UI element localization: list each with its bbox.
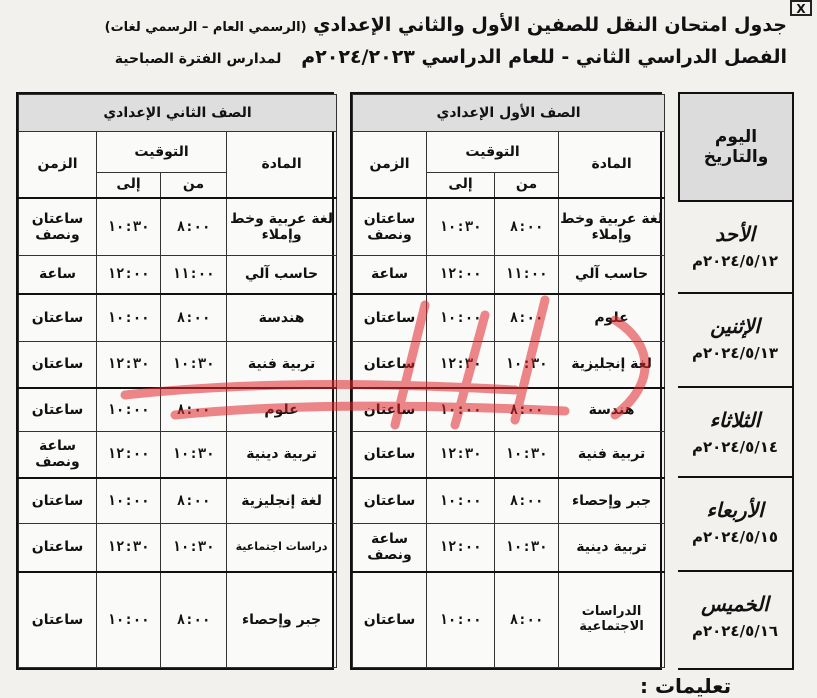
day-name: الإثنين bbox=[710, 314, 760, 338]
to-cell: ١٠:٠٠ bbox=[97, 572, 161, 668]
from-cell: ٨:٠٠ bbox=[495, 294, 559, 342]
from-cell: ٨:٠٠ bbox=[495, 572, 559, 668]
col-timing: التوقيت bbox=[97, 132, 227, 173]
table-row bbox=[19, 432, 337, 478]
to-cell: ١٠:٠٠ bbox=[97, 388, 161, 432]
page-header bbox=[0, 0, 817, 90]
day-cell bbox=[678, 386, 794, 478]
col-subject: المادة bbox=[559, 132, 665, 198]
to-cell: ١٢:٣٠ bbox=[97, 524, 161, 572]
day-cell bbox=[678, 476, 794, 572]
duration-cell: ساعتان bbox=[19, 478, 97, 524]
duration-cell: ساعتان bbox=[19, 572, 97, 668]
table-row bbox=[19, 256, 337, 294]
to-cell: ١٠:٠٠ bbox=[427, 478, 495, 524]
duration-cell: ساعة ونصف bbox=[19, 432, 97, 478]
from-cell: ١١:٠٠ bbox=[161, 256, 227, 294]
day-column bbox=[678, 92, 794, 670]
grade2-table bbox=[16, 92, 334, 670]
col-from: من bbox=[161, 172, 227, 198]
to-cell: ١٢:٠٠ bbox=[427, 524, 495, 572]
title-text: جدول امتحان النقل للصفين الأول والثاني الإعدادي bbox=[313, 14, 787, 36]
day-date: ٢٠٢٤/٥/١٢م bbox=[691, 252, 779, 270]
duration-cell: ساعتان bbox=[353, 342, 427, 388]
subject-cell: حاسب آلي bbox=[227, 256, 337, 294]
day-name: الأحد bbox=[715, 222, 755, 246]
subtitle-note: لمدارس الفترة الصباحية bbox=[114, 51, 282, 67]
day-date: ٢٠٢٤/٥/١٣م bbox=[691, 344, 779, 362]
to-cell: ١٢:٠٠ bbox=[97, 256, 161, 294]
subject-cell: هندسة bbox=[559, 388, 665, 432]
duration-cell: ساعتان bbox=[19, 294, 97, 342]
from-cell: ٨:٠٠ bbox=[495, 478, 559, 524]
duration-cell: ساعتان bbox=[19, 388, 97, 432]
duration-cell: ساعتان bbox=[353, 478, 427, 524]
day-header-line1: اليوم bbox=[714, 127, 758, 147]
table-row bbox=[353, 388, 665, 432]
day-date: ٢٠٢٤/٥/١٥م bbox=[691, 528, 779, 546]
from-cell: ١٠:٣٠ bbox=[495, 524, 559, 572]
grade1-table bbox=[350, 92, 662, 670]
col-from: من bbox=[495, 172, 559, 198]
table-row bbox=[353, 294, 665, 342]
subject-cell: جبر وإحصاء bbox=[559, 478, 665, 524]
col-duration: الزمن bbox=[353, 132, 427, 198]
table-row bbox=[19, 294, 337, 342]
from-cell: ١٠:٣٠ bbox=[161, 432, 227, 478]
instructions-label: تعليمات : bbox=[640, 674, 732, 698]
close-icon[interactable]: X bbox=[790, 0, 812, 16]
table-row bbox=[19, 342, 337, 388]
duration-cell: ساعتان bbox=[19, 342, 97, 388]
subject-cell: دراسات اجتماعية bbox=[227, 524, 337, 572]
subject-cell: علوم bbox=[559, 294, 665, 342]
duration-cell: ساعتان bbox=[353, 572, 427, 668]
table-row bbox=[19, 572, 337, 668]
subject-cell: لغة عربية وخط وإملاء bbox=[559, 198, 665, 256]
subject-cell: جبر وإحصاء bbox=[227, 572, 337, 668]
to-cell: ١٢:٣٠ bbox=[427, 432, 495, 478]
subject-cell: تربية دينية bbox=[227, 432, 337, 478]
col-timing: التوقيت bbox=[427, 132, 559, 173]
subject-cell: تربية فنية bbox=[227, 342, 337, 388]
subject-cell: حاسب آلي bbox=[559, 256, 665, 294]
page-subtitle bbox=[115, 46, 787, 68]
table-row bbox=[19, 524, 337, 572]
to-cell: ١٠:٠٠ bbox=[97, 294, 161, 342]
from-cell: ٨:٠٠ bbox=[161, 294, 227, 342]
from-cell: ٨:٠٠ bbox=[161, 388, 227, 432]
to-cell: ١٠:٠٠ bbox=[97, 478, 161, 524]
duration-cell: ساعتان bbox=[353, 432, 427, 478]
subject-cell: هندسة bbox=[227, 294, 337, 342]
from-cell: ١٠:٣٠ bbox=[495, 432, 559, 478]
table-row bbox=[19, 478, 337, 524]
subject-cell: لغة إنجليزية bbox=[227, 478, 337, 524]
duration-cell: ساعتان ونصف bbox=[353, 198, 427, 256]
from-cell: ١٠:٣٠ bbox=[161, 342, 227, 388]
col-subject: المادة bbox=[227, 132, 337, 198]
subtitle-text: الفصل الدراسي الثاني - للعام الدراسي ٢٠٢٤/٢٠٢٣م bbox=[301, 46, 787, 68]
from-cell: ١١:٠٠ bbox=[495, 256, 559, 294]
to-cell: ١٢:٣٠ bbox=[97, 342, 161, 388]
day-name: الأربعاء bbox=[706, 498, 764, 522]
from-cell: ٨:٠٠ bbox=[161, 478, 227, 524]
subject-cell: لغة إنجليزية bbox=[559, 342, 665, 388]
from-cell: ١٠:٣٠ bbox=[161, 524, 227, 572]
subject-cell: لغة عربية وخط وإملاء bbox=[227, 198, 337, 256]
table-row bbox=[353, 478, 665, 524]
day-header-line2: والتاريخ bbox=[703, 147, 769, 167]
duration-cell: ساعتان ونصف bbox=[19, 198, 97, 256]
table-row bbox=[353, 198, 665, 256]
duration-cell: ساعة ونصف bbox=[353, 524, 427, 572]
table-row bbox=[19, 388, 337, 432]
from-cell: ١٠:٣٠ bbox=[495, 342, 559, 388]
col-to: إلى bbox=[427, 172, 495, 198]
duration-cell: ساعتان bbox=[19, 524, 97, 572]
day-name: الخميس bbox=[701, 592, 769, 616]
subject-cell: تربية دينية bbox=[559, 524, 665, 572]
duration-cell: ساعة bbox=[19, 256, 97, 294]
from-cell: ٨:٠٠ bbox=[495, 388, 559, 432]
page-title bbox=[105, 14, 787, 36]
table-row bbox=[353, 524, 665, 572]
day-cell bbox=[678, 200, 794, 294]
from-cell: ٨:٠٠ bbox=[495, 198, 559, 256]
col-duration: الزمن bbox=[19, 132, 97, 198]
subject-cell: الدراسات الاجتماعية bbox=[559, 572, 665, 668]
grade2-title: الصف الثاني الإعدادي bbox=[19, 95, 337, 132]
day-name: الثلاثاء bbox=[709, 408, 761, 432]
table-row bbox=[353, 342, 665, 388]
table-row bbox=[353, 572, 665, 668]
col-to: إلى bbox=[97, 172, 161, 198]
to-cell: ١٢:٠٠ bbox=[97, 432, 161, 478]
day-cell bbox=[678, 292, 794, 388]
to-cell: ١٢:٠٠ bbox=[427, 256, 495, 294]
to-cell: ١٠:٣٠ bbox=[427, 198, 495, 256]
grade1-title: الصف الأول الإعدادي bbox=[353, 95, 665, 132]
table-row bbox=[353, 256, 665, 294]
to-cell: ١٠:٠٠ bbox=[427, 388, 495, 432]
table-row bbox=[19, 198, 337, 256]
to-cell: ١٠:٠٠ bbox=[427, 572, 495, 668]
duration-cell: ساعتان bbox=[353, 294, 427, 342]
table-row bbox=[353, 432, 665, 478]
title-note: (الرسمي العام – الرسمي لغات) bbox=[104, 20, 307, 35]
to-cell: ١٠:٠٠ bbox=[427, 294, 495, 342]
day-cell bbox=[678, 570, 794, 670]
day-column-header bbox=[678, 92, 794, 202]
from-cell: ٨:٠٠ bbox=[161, 572, 227, 668]
day-date: ٢٠٢٤/٥/١٤م bbox=[691, 438, 779, 456]
subject-cell: علوم bbox=[227, 388, 337, 432]
duration-cell: ساعتان bbox=[353, 388, 427, 432]
to-cell: ١٢:٣٠ bbox=[427, 342, 495, 388]
day-date: ٢٠٢٤/٥/١٦م bbox=[691, 622, 779, 640]
to-cell: ١٠:٣٠ bbox=[97, 198, 161, 256]
from-cell: ٨:٠٠ bbox=[161, 198, 227, 256]
duration-cell: ساعة bbox=[353, 256, 427, 294]
subject-cell: تربية فنية bbox=[559, 432, 665, 478]
